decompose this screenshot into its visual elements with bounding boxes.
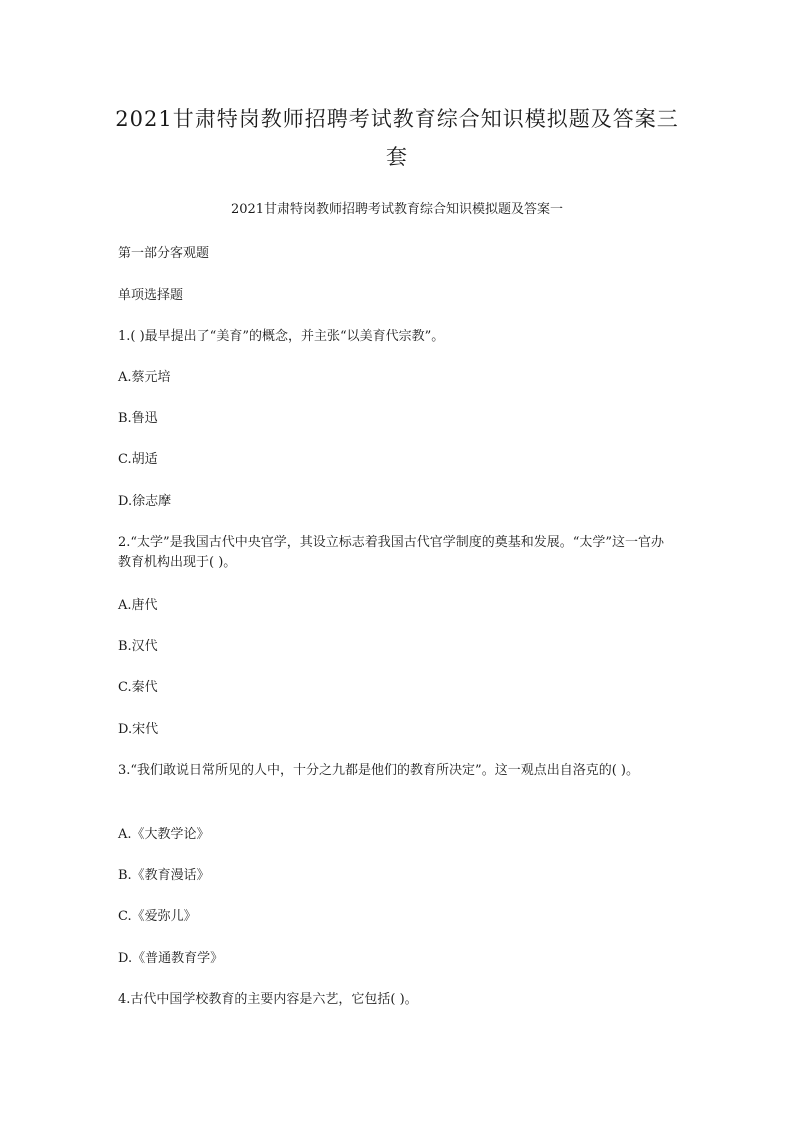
question-3-option-b: B.《教育漫话》 [118, 868, 210, 883]
question-3-option-c: C.《爱弥儿》 [118, 909, 197, 924]
question-1-option-c: C.胡适 [118, 452, 158, 467]
question-3-option-d: D.《普通教育学》 [118, 951, 224, 966]
question-3-stem: 3.“我们敢说日常所见的人中，十分之九都是他们的教育所决定”。这一观点出自洛克的( )。 [118, 763, 639, 778]
question-3-option-a: A.《大教学论》 [118, 827, 210, 842]
section-heading: 单项选择题 [118, 288, 184, 303]
document-subtitle: 2021甘肃特岗教师招聘考试教育综合知识模拟题及答案一 [230, 202, 564, 217]
question-1-stem: 1.( )最早提出了“美育”的概念，并主张“以美育代宗教”。 [118, 329, 445, 344]
question-2-stem: 2.“太学”是我国古代中央官学，其设立标志着我国古代官学制度的奠基和发展。“太学”这一官办教育机构出现于( )。 [118, 535, 664, 570]
question-2-option-a: A.唐代 [118, 598, 158, 613]
part-heading: 第一部分客观题 [118, 246, 210, 261]
question-2-option-b: B.汉代 [118, 639, 158, 654]
question-1-option-b: B.鲁迅 [118, 411, 158, 426]
question-1-option-a: A.蔡元培 [118, 370, 171, 385]
document-title: 2021甘肃特岗教师招聘考试教育综合知识模拟题及答案三套 [115, 107, 679, 169]
question-2-option-d: D.宋代 [118, 722, 159, 737]
question-1-option-d: D.徐志摩 [118, 494, 172, 509]
question-4-stem: 4.古代中国学校教育的主要内容是六艺，它包括( )。 [118, 992, 418, 1007]
question-2-option-c: C.秦代 [118, 680, 158, 695]
